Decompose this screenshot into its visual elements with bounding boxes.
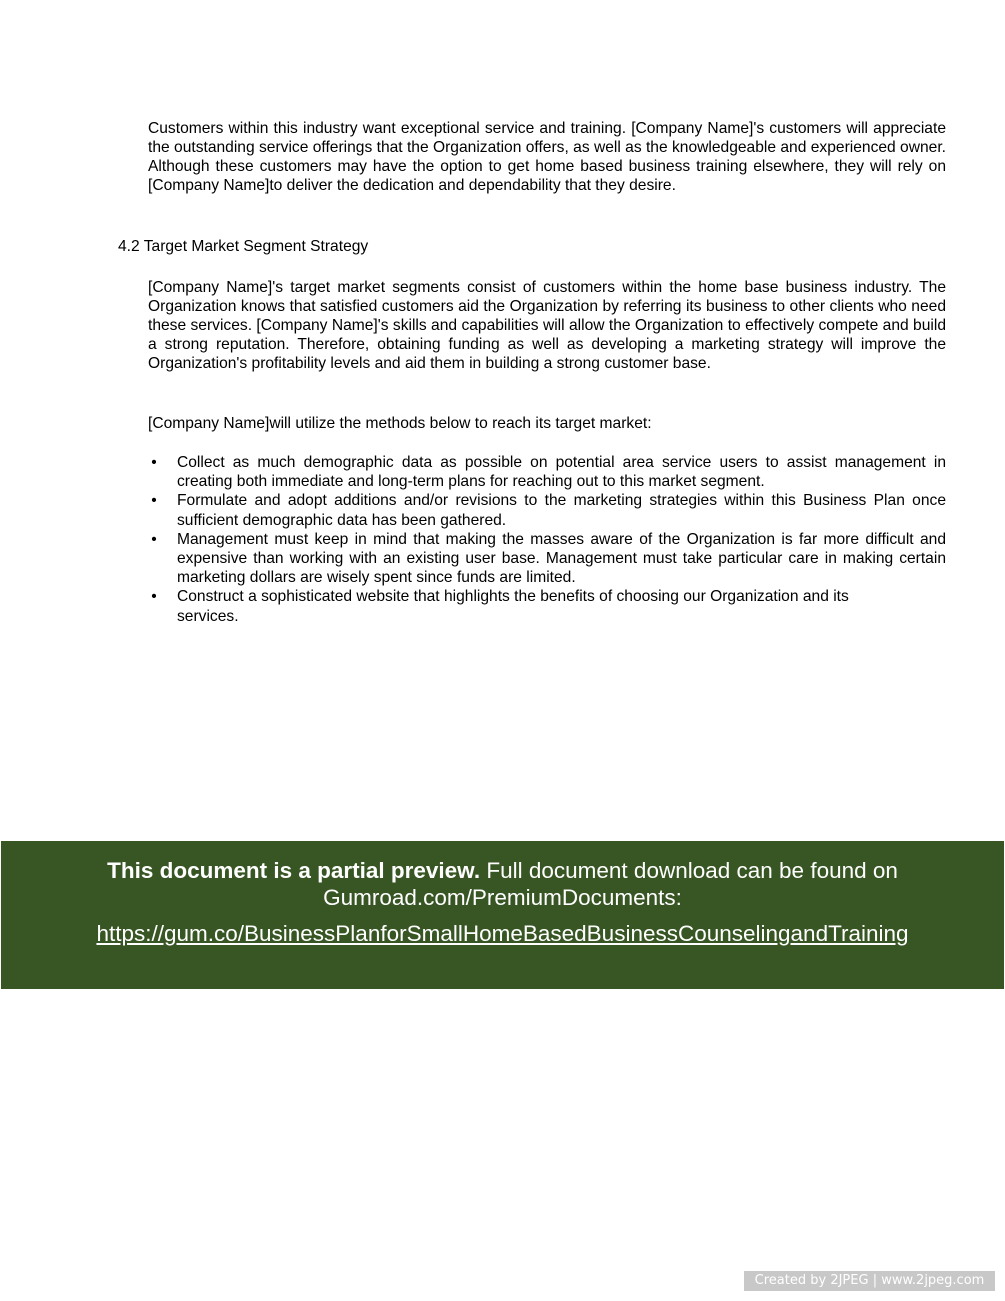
list-item	[148, 491, 946, 529]
list-item-text: Construct a sophisticated website that highlights the benefits of choosing our Organization and its services.	[177, 588, 849, 625]
list-item	[148, 530, 946, 588]
bullet-icon: •	[151, 492, 157, 510]
preview-notice-text: Full document download can be found on Gumroad.com/PremiumDocuments:	[323, 858, 898, 910]
list-item-text: Collect as much demographic data as possible on potential area service users to assist management in creating both immediate and long-term plans for reaching out to this market segment.	[177, 454, 946, 491]
paragraph-methods-intro: [Company Name]will utilize the methods below to reach its target market:	[148, 415, 652, 432]
list-item	[148, 453, 946, 491]
methods-bullet-list	[148, 453, 946, 626]
paragraph-customers: Customers within this industry want exceptional service and training. [Company Name]'s customers will appreciate the outstanding service offerings that the Organization offers, as well as the knowledgeable and experienced owner. Although these customers may have the option to get home based business training elsewhere, they will rely on [Company Name]to deliver the dedication and dependability that they desire.	[148, 120, 946, 194]
bullet-icon: •	[151, 588, 157, 606]
download-link[interactable]: https://gum.co/BusinessPlanforSmallHomeBasedBusinessCounselingandTraining	[96, 921, 909, 946]
preview-notice	[1, 857, 1004, 911]
paragraph-target-market: [Company Name]'s target market segments consist of customers within the home base business industry. The Organization knows that satisfied customers aid the Organization by referring its business to other clients who need these services. [Company Name]'s skills and capabilities will allow the Organization to effectively compete and build a strong reputation. Therefore, obtaining funding as well as developing a marketing strategy will improve the Organization's profitability levels and aid them in building a strong customer base.	[148, 279, 946, 372]
bullet-icon: •	[151, 530, 157, 548]
section-heading: 4.2 Target Market Segment Strategy	[118, 238, 369, 255]
preview-notice-bold: This document is a partial preview.	[107, 858, 481, 883]
list-item	[148, 587, 946, 625]
list-item-text: Formulate and adopt additions and/or revisions to the marketing strategies within this Business Plan once sufficient demographic data has been gathered.	[177, 492, 946, 529]
preview-banner	[1, 841, 1004, 989]
bullet-icon: •	[151, 454, 157, 471]
list-item-text: Management must keep in mind that making the masses aware of the Organization is far more difficult and expensive than working with an existing user base. Management must take particular care in making certain marketing dollars are wisely spent since funds are limited.	[177, 530, 946, 587]
watermark-label: Created by 2JPEG | www.2jpeg.com	[744, 1271, 995, 1291]
